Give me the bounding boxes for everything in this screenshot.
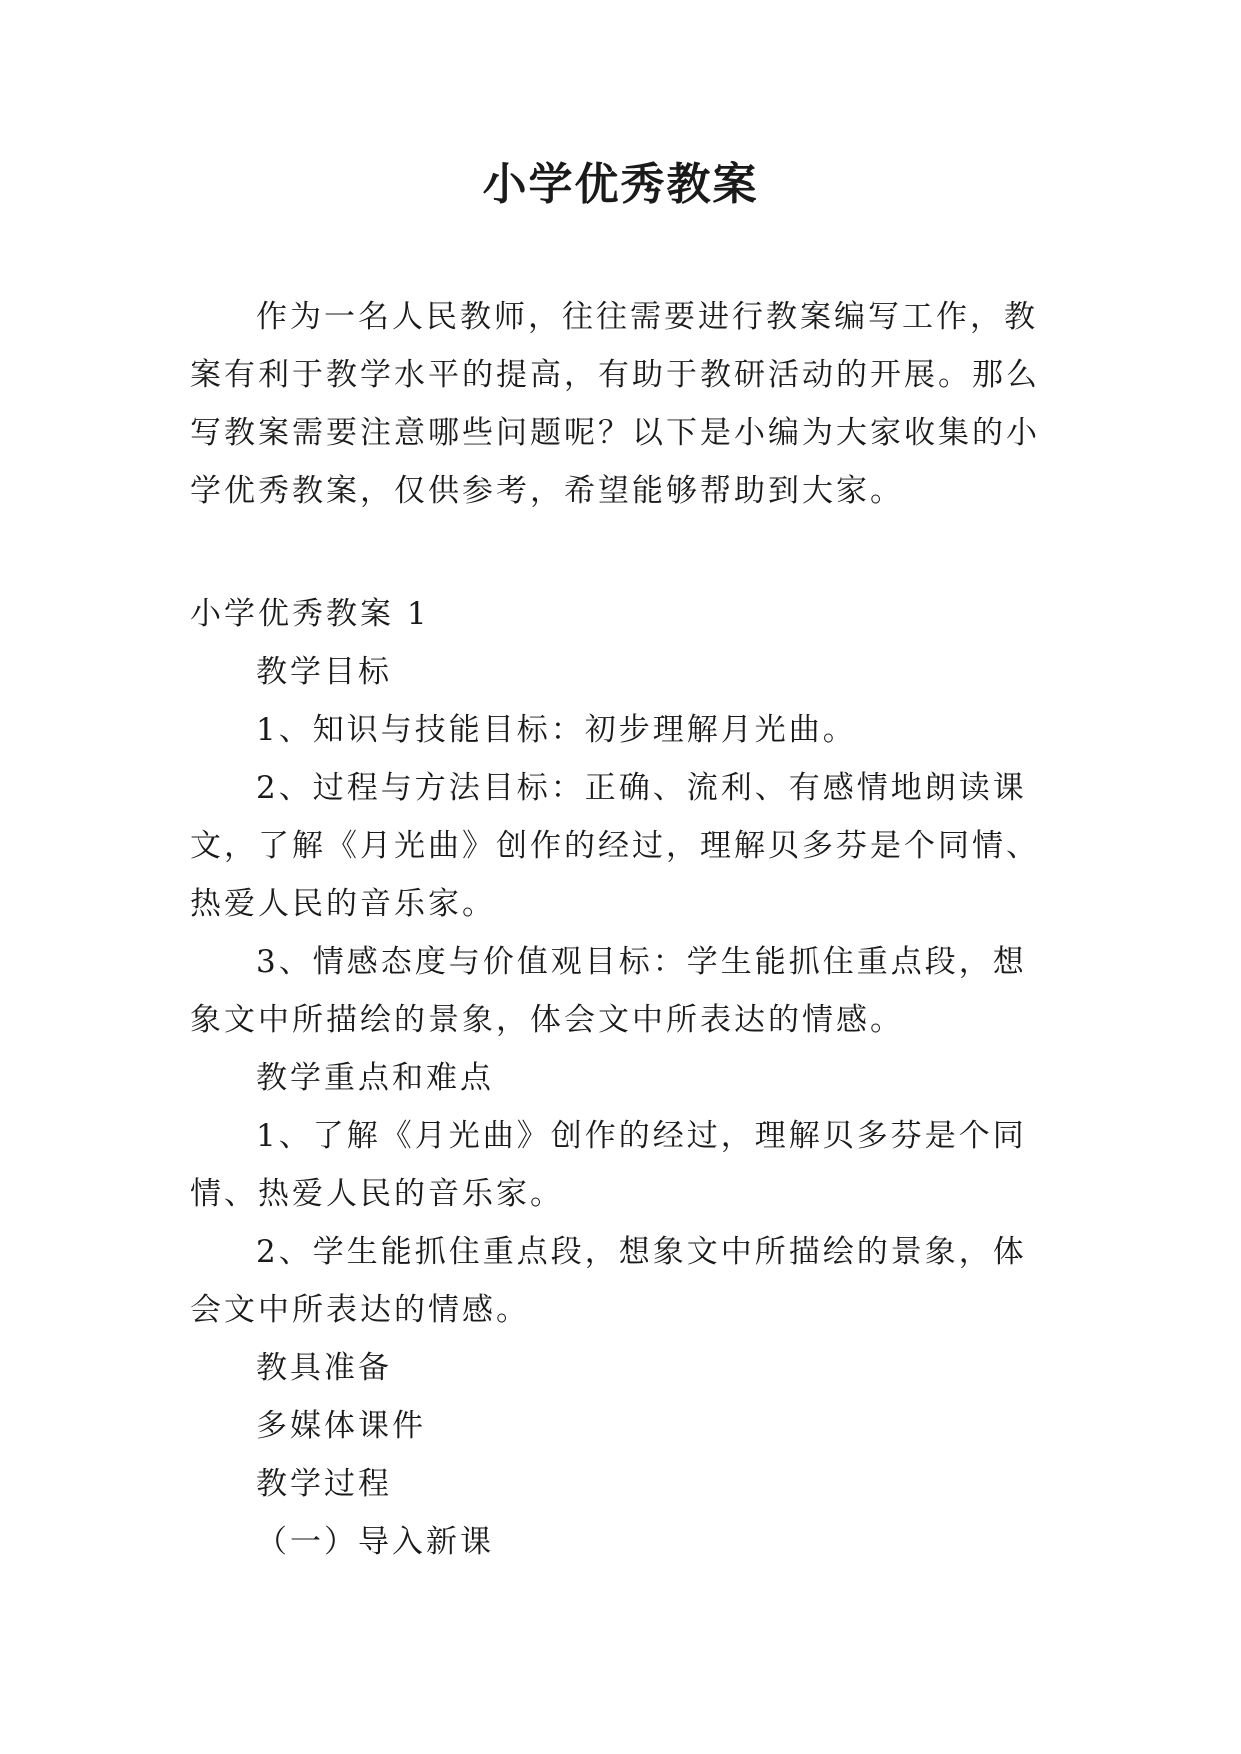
heading-teaching-goals: 教学目标 [256, 654, 392, 690]
goal-emotion: 3、情感态度与价值观目标：学生能抓住重点段，想象文中所描绘的景象，体会文中所表达的情感。 [190, 944, 1027, 1038]
goal-process: 2、过程与方法目标：正确、流利、有感情地朗读课文，了解《月光曲》创作的经过，理解贝多芬是个同情、热爱人民的音乐家。 [190, 770, 1040, 922]
heading-teaching-aids: 教具准备 [256, 1350, 392, 1386]
key-point-2: 2、学生能抓住重点段，想象文中所描绘的景象，体会文中所表达的情感。 [190, 1234, 1027, 1328]
heading-teaching-process: 教学过程 [256, 1466, 392, 1502]
heading-key-points: 教学重点和难点 [256, 1060, 494, 1096]
document-title: 小学优秀教案 [482, 159, 759, 210]
goal-knowledge: 1、知识与技能目标：初步理解月光曲。 [256, 712, 857, 748]
section-heading: 小学优秀教案 1 [190, 596, 430, 632]
teaching-aid-item: 多媒体课件 [256, 1408, 426, 1444]
key-point-1: 1、了解《月光曲》创作的经过，理解贝多芬是个同情、热爱人民的音乐家。 [190, 1118, 1027, 1212]
lesson-body [190, 643, 1046, 1571]
process-step-1: （一）导入新课 [256, 1524, 494, 1560]
intro-paragraph: 作为一名人民教师，往往需要进行教案编写工作，教案有利于教学水平的提高，有助于教研活动的开展。那么写教案需要注意哪些问题呢？以下是小编为大家收集的小学优秀教案，仅供参考，希望能够帮助到大家。 [190, 299, 1040, 509]
